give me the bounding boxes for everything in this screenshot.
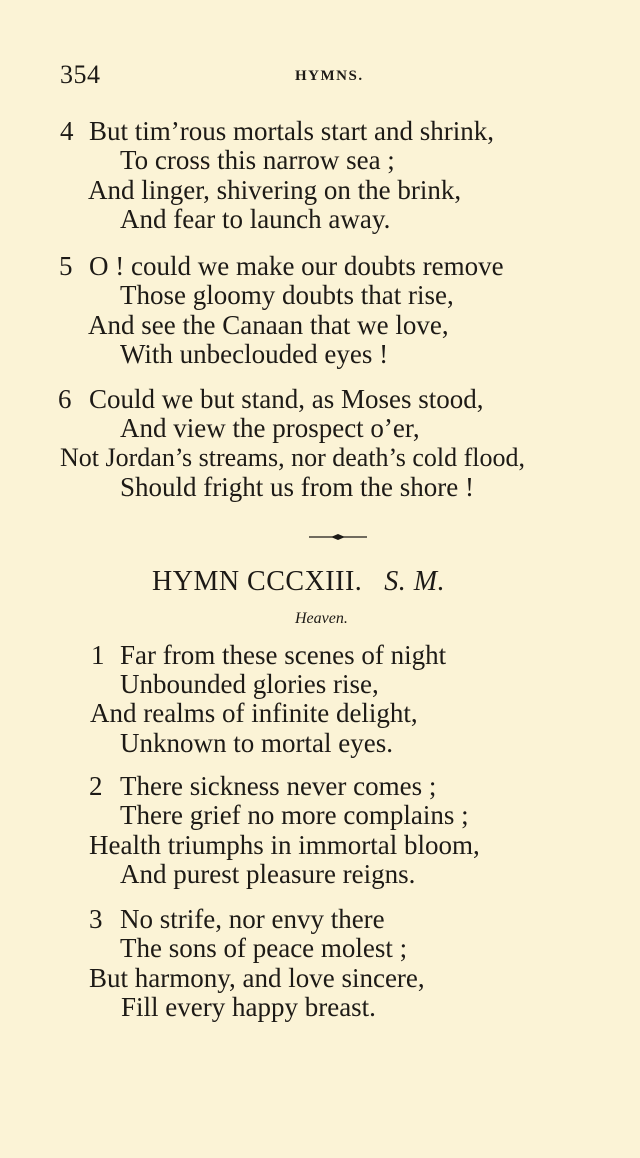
stanza-number: 6 (58, 384, 72, 414)
verse-line: The sons of peace molest ; (120, 933, 408, 963)
verse-line: Not Jordan’s streams, nor death’s cold flood, (60, 443, 526, 472)
page-number: 354 (60, 60, 101, 89)
hymn-subtitle: Heaven. (295, 610, 348, 627)
verse-line: There sickness never comes ; (120, 771, 437, 801)
verse-line: No strife, nor envy there (120, 904, 385, 934)
hymn-title (152, 568, 445, 596)
verse-line: There grief no more complains ; (120, 800, 469, 830)
verse-line: Should fright us from the shore ! (120, 472, 474, 502)
verse-line: But harmony, and love sincere, (89, 963, 425, 993)
stanza-number: 5 (59, 251, 73, 281)
page-header (60, 60, 580, 96)
verse-line: Those gloomy doubts that rise, (120, 280, 454, 310)
hymn-meter: S. M. (384, 566, 446, 597)
verse-line: But tim’rous mortals start and shrink, (89, 116, 494, 146)
verse-line: And see the Canaan that we love, (88, 310, 449, 340)
verse-line: Far from these scenes of night (120, 640, 447, 670)
verse-line: And view the prospect o’er, (120, 413, 420, 443)
stanza-number: 4 (60, 116, 74, 146)
verse-line: And purest pleasure reigns. (120, 859, 416, 889)
verse-line: O ! could we make our doubts remove (89, 251, 504, 281)
verse-line: And fear to launch away. (120, 204, 391, 234)
stanza-number: 2 (89, 771, 103, 801)
verse-line: And realms of infinite delight, (90, 698, 418, 728)
verse-line: With unbeclouded eyes ! (120, 339, 389, 369)
verse-line: Unknown to mortal eyes. (120, 728, 393, 758)
verse-line: And linger, shivering on the brink, (88, 175, 462, 205)
verse-line: Fill every happy breast. (121, 992, 376, 1022)
hymn-number-title: HYMN CCCXIII. (152, 566, 363, 597)
verse-line: To cross this narrow sea ; (120, 145, 395, 175)
stanza-number: 1 (91, 640, 105, 670)
stanza-number: 3 (89, 904, 103, 934)
verse-line: Unbounded glories rise, (120, 669, 379, 699)
ornamental-divider (309, 533, 367, 541)
verse-line: Health triumphs in immortal bloom, (89, 830, 480, 860)
verse-line: Could we but stand, as Moses stood, (89, 384, 484, 414)
running-head: HYMNS. (295, 68, 364, 84)
